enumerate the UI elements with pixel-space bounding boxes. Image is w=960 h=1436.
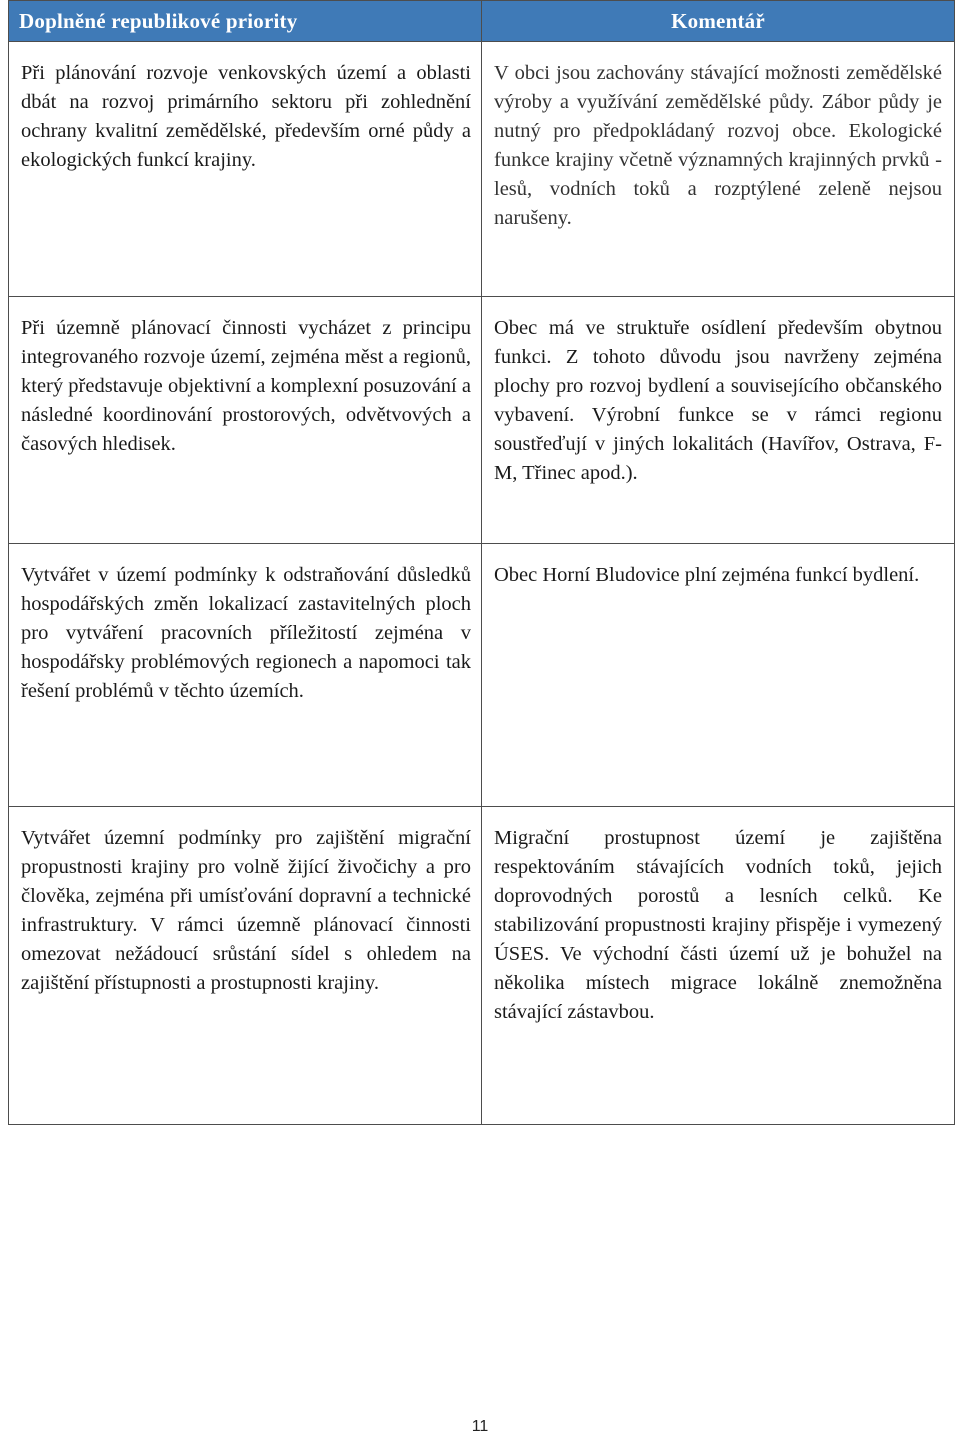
- priorities-table: [8, 0, 955, 1125]
- priority-text: Při plánování rozvoje venkovských území a oblasti dbát na rozvoj primárního sektoru při zohlednění ochrany kvalitní zemědělské, především orné půdy a ekologických funkcí krajiny.: [21, 62, 471, 171]
- table-row: [9, 297, 955, 544]
- comment-cell: [482, 807, 955, 1125]
- page-number: 11: [471, 1418, 489, 1435]
- comment-text: V obci jsou zachovány stávající možnosti zemědělské výroby a využívání zemědělské půdy. Zábor půdy je nutný pro předpokládaný rozvoj obce. Ekologické funkce krajiny včetně významných krajinných prvků - lesů, vodních toků a rozptýlené zeleně nejsou narušeny.: [494, 62, 942, 229]
- table-row: [9, 42, 955, 297]
- table-row: [9, 544, 955, 807]
- comment-text: Obec má ve struktuře osídlení především obytnou funkci. Z tohoto důvodu jsou navrženy zejména plochy pro rozvoj bydlení a souvisejícího občanského vybavení. Výrobní funkce se v rámci regionu soustřeďují v jiných lokalitách (Havířov, Ostrava, F-M, Třinec apod.).: [494, 317, 942, 484]
- table-header-row: [9, 1, 955, 42]
- comment-cell: [482, 544, 955, 807]
- header-comment: Komentář: [482, 1, 955, 42]
- priority-cell: [9, 544, 482, 807]
- comment-text: Obec Horní Bludovice plní zejména funkcí bydlení.: [494, 564, 920, 586]
- table-row: [9, 807, 955, 1125]
- priority-cell: [9, 42, 482, 297]
- comment-text: Migrační prostupnost území je zajištěna respektováním stávajících vodních toků, jejich doprovodných porostů a lesních celků. Ke stabilizování propustnosti krajiny přispěje i vymezený ÚSES. Ve východní části území už je bohužel na několika místech migrace lokálně znemožněna stávající zástavbou.: [494, 827, 942, 1023]
- priority-text: Vytvářet v území podmínky k odstraňování důsledků hospodářských změn lokalizací zastavitelných ploch pro vytváření pracovních příležitostí zejména v hospodářsky problémových regionech a napomoci tak řešení problémů v těchto územích.: [21, 564, 471, 702]
- priorities-table-wrapper: [8, 0, 954, 1125]
- priority-cell: [9, 297, 482, 544]
- priority-text: Při územně plánovací činnosti vycházet z principu integrovaného rozvoje území, zejména měst a regionů, který představuje objektivní a komplexní posuzování a následné koordinování prostorových, odvětvových a časových hledisek.: [21, 317, 471, 455]
- comment-cell: [482, 297, 955, 544]
- header-priorities: Doplněné republikové priority: [9, 1, 482, 42]
- priority-cell: [9, 807, 482, 1125]
- priority-text: Vytvářet územní podmínky pro zajištění migrační propustnosti krajiny pro volně žijící živočichy a pro člověka, zejména při umísťování dopravní a technické infrastruktury. V rámci územně plánovací činnosti omezovat nežádoucí srůstání sídel s ohledem na zajištění přístupnosti a prostupnosti krajiny.: [21, 827, 471, 994]
- comment-cell: [482, 42, 955, 297]
